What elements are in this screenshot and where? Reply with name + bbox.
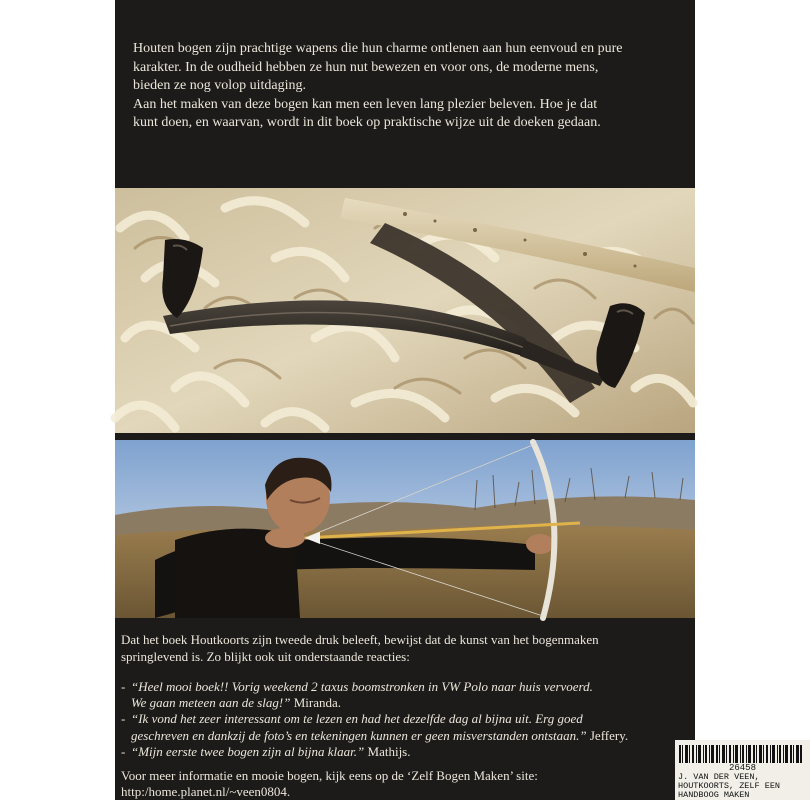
intro-line: karakter. In de oudheid hebben ze hun nut bewezen en voor ons, de moderne mens, <box>133 59 599 75</box>
reaction-quote: “Ik vond het zeer interessant om te lezen en had het dezelfde dag al bijna uit. Erg goed <box>131 711 583 727</box>
reaction-dash: - <box>121 711 126 727</box>
second-edition-paragraph <box>121 632 686 665</box>
intro-line: bieden ze nog volop uitdaging. <box>133 78 307 93</box>
drawknife-photo <box>115 188 695 433</box>
library-barcode-sticker <box>675 740 810 800</box>
intro-paragraph <box>133 40 693 133</box>
reaction-quote: We gaan meteen aan de slag!” <box>131 695 291 711</box>
archer-photo <box>115 440 695 618</box>
body-line: springlevend is. Zo blijkt ook uit onderstaande reacties: <box>121 648 410 664</box>
sticker-label: J. VAN DER VEEN, HOUTKOORTS, ZELF EEN HANDBOOG MAKEN <box>678 772 781 800</box>
website-info <box>121 768 551 800</box>
barcode-number: 26458 <box>728 763 756 773</box>
reaction-dash: - <box>121 743 126 759</box>
body-line: Dat het boek Houtkoorts zijn tweede druk beleeft, bewijst dat de kunst van het bogenmaken <box>121 632 599 647</box>
reaction-author: Miranda. <box>293 695 342 711</box>
reader-reactions <box>121 679 686 760</box>
reaction-item <box>121 744 686 760</box>
barcode <box>679 745 803 763</box>
reaction-author: Jeffery. <box>589 727 629 743</box>
reaction-quote: “Mijn eerste twee bogen zijn al bijna klaar.” <box>131 743 365 759</box>
reaction-author: Mathijs. <box>367 743 411 759</box>
reaction-dash: - <box>121 679 126 694</box>
back-cover <box>115 0 781 800</box>
reaction-item <box>121 711 686 743</box>
intro-line: kunt doen, en waarvan, wordt in dit boek op praktische wijze uit de doeken gedaan. <box>133 115 601 130</box>
reaction-quote: geschreven en dankzij de foto’s en tekeningen kunnen er geen misverstanden ontstaan.” <box>131 727 587 743</box>
reaction-quote: “Heel mooi boek!! Vorig weekend 2 taxus boomstronken in VW Polo naar huis vervoerd. <box>131 679 593 694</box>
reaction-item <box>121 679 686 711</box>
intro-line: Houten bogen zijn prachtige wapens die hun charme ontlenen aan hun eenvoud en pure <box>133 41 623 56</box>
intro-line: Aan het maken van deze bogen kan men een leven lang plezier beleven. Hoe je dat <box>133 96 598 112</box>
footer-line: Voor meer informatie en mooie bogen, kijk eens op de ‘Zelf Bogen Maken’ site: <box>121 768 538 783</box>
website-link[interactable]: http:/home.planet.nl/~veen0804. <box>121 784 291 799</box>
